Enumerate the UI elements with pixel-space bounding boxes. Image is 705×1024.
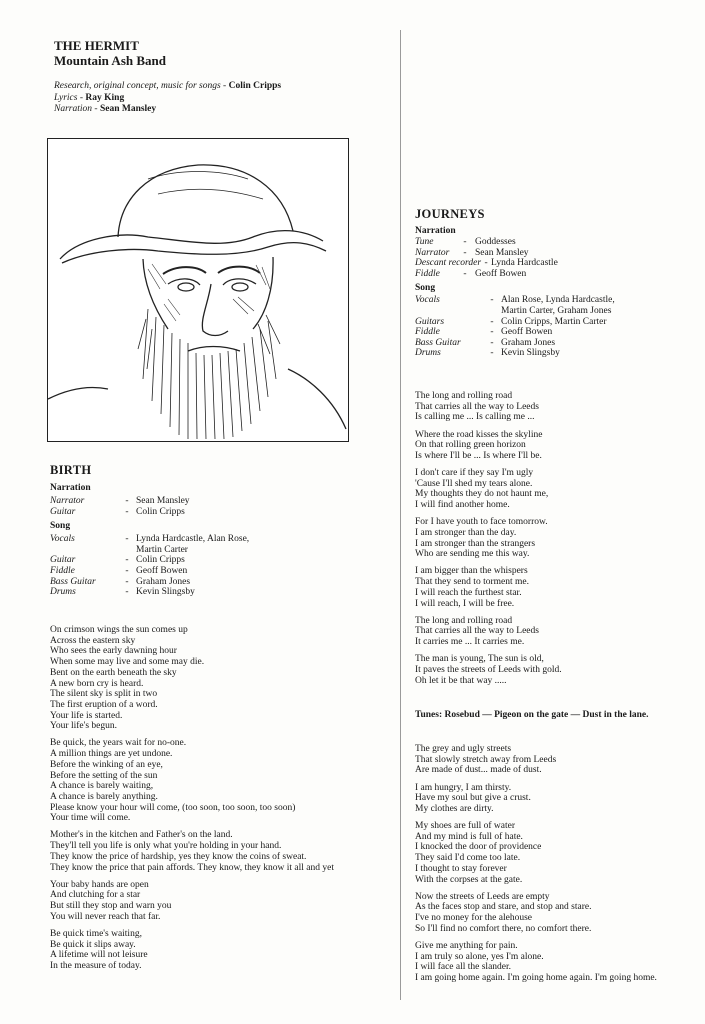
credit-row [50,507,190,518]
credit-name: Martin Carter, Graham Jones [501,305,612,316]
credit-role: Guitar [50,506,76,517]
credit-name: Sean Mansley [475,247,529,258]
lyric-line: So I'll find no comfort there, no comfort there. [415,923,592,934]
credit-line: Lyrics - Ray King [54,92,125,103]
tunes-line [415,710,648,721]
credit-sep: - [463,268,467,279]
credit-row [415,237,685,248]
lyric-stanza [50,880,334,923]
lyric-stanza [415,744,657,776]
credit-name: Alan Rose, Lynda Hardcastle, [501,295,615,306]
lyric-line: 'Cause I'll shed my tears alone. [415,478,533,489]
lyric-line: The grey and ugly streets [415,744,512,754]
credit-row [415,338,615,349]
lyric-line: Is calling me ... Is calling me ... [415,412,535,423]
hermit-portrait-icon [48,139,348,441]
credit-row [50,577,249,588]
lyric-line: A chance is barely anything. [50,791,158,802]
credit-name: Colin Cripps, Martin Carter [501,316,607,327]
lyric-stanza [415,783,657,815]
lyric-stanza [415,566,562,609]
lyric-line: I am going home again. I'm going home again. I'm going home. [415,972,657,983]
lyric-line: I am stronger than the day. [415,527,517,538]
credit-sep: - [125,496,129,506]
credit-name: Lynda Hardcastle [491,258,558,269]
credit-role: Drums [50,587,76,598]
lyric-line: You will never reach that far. [50,911,161,922]
lyric-line: Be quick, the years wait for no-one. [50,738,187,749]
lyric-stanza [415,517,562,560]
credit-name: Geoff Bowen [501,327,553,338]
column-divider [400,30,401,1000]
lyric-line: I don't care if they say I'm ugly [415,468,534,478]
lyric-line: Your time will come. [50,813,131,824]
credit-name: Martin Carter [136,544,188,555]
lyric-stanza [50,625,334,732]
lyric-line: Before the winking of an eye, [50,759,163,770]
lyric-line: My thoughts they do not haunt me, [415,489,549,500]
credit-name: Kevin Slingsby [501,348,560,359]
lyric-stanza [415,616,562,648]
lyric-stanza [415,468,562,511]
credit-role: Narrator [50,496,85,506]
hermit-illustration [47,138,349,442]
journeys-narration-label: Narration [415,226,456,236]
credit-row [50,545,249,556]
lyric-stanza [50,738,334,824]
lyric-line: On crimson wings the sun comes up [50,625,188,635]
lyric-line: I am hungry, I am thirsty. [415,782,512,793]
lyric-line: Mother's in the kitchen and Father's on the land. [50,830,233,841]
lyric-line: I thought to stay forever [415,863,507,874]
lyric-line: I will find another home. [415,500,510,511]
lyric-stanza [415,821,657,885]
lyric-line: I am bigger than the whispers [415,566,528,577]
credit-name: Ray King [85,92,125,103]
credit-row [50,534,249,545]
credit-sep: - [125,534,129,545]
lyric-line: They'll tell you life is only what you're holding in your hand. [50,841,282,852]
lyric-line: As the faces stop and stare, and stop and stare. [415,902,592,913]
credit-role: Research, original concept, music for songs [54,81,221,91]
credit-sep: - [490,316,494,327]
lyric-line: And my mind is full of hate. [415,831,523,842]
journeys-lyrics-2 [415,744,657,990]
lyric-line: Please know your hour will come, (too soon, too soon, too soon) [50,802,296,813]
lyric-line: In the measure of today. [50,960,142,971]
credit-role: Guitars [415,316,445,327]
lyric-line: That carries all the way to Leeds [415,626,539,637]
lyric-stanza [50,929,334,972]
journeys-song-label: Song [415,283,436,294]
lyric-line: Be quick time's waiting, [50,928,142,939]
credit-row [415,258,685,269]
lyric-line: I will reach the furthest star. [415,587,522,598]
credit-row [415,248,685,259]
credit-line: Research, original concept, music for songs - Colin Cripps [54,81,282,91]
credit-sep: - [490,295,494,306]
credit-role: Lyrics [54,92,78,103]
lyric-line: It carries me ... It carries me. [415,637,525,648]
lyric-line: For I have youth to face tomorrow. [415,517,548,528]
credit-role: Guitar [50,555,76,566]
credit-name: Colin Cripps [228,81,282,91]
lyric-line: A chance is barely waiting, [50,781,154,792]
lyric-line: I am stronger than the strangers [415,538,536,549]
credit-row [415,348,615,359]
credit-row [50,587,249,598]
credit-sep [118,545,136,556]
journeys-lyrics [415,391,562,693]
credit-role: Vocals [50,534,75,545]
lyric-line: Your life is started. [50,710,123,721]
credit-sep: - [125,506,129,517]
credit-role: Bass Guitar [415,337,461,348]
credit-name: Sean Mansley [99,104,157,114]
lyric-line: Give me anything for pain. [415,940,518,951]
lyric-line: I knocked the door of providence [415,842,542,853]
lyric-line: Is where I'll be ... Is where I'll be. [415,450,542,461]
lyric-line: The man is young, The sun is old, [415,654,544,665]
lyric-line: Oh let it be that way ..... [415,675,507,686]
birth-narration-label: Narration [50,483,91,493]
lyric-line: When some may live and some may die. [50,657,205,668]
credit-role: Fiddle [50,565,75,576]
credit-name: Colin Cripps [136,555,185,566]
credit-name: Colin Cripps [136,506,185,517]
credit-sep: - [490,327,494,338]
lyric-line: Who sees the early dawning hour [50,646,177,657]
credit-role: Narration [54,104,93,114]
lyric-line: And clutching for a star [50,890,141,901]
credit-name: Kevin Slingsby [136,587,195,598]
credit-sep [483,306,501,317]
credit-name: Geoff Bowen [136,565,188,576]
lyric-stanza [415,892,657,935]
lyric-line: I am truly so alone, yes I'm alone. [415,951,544,962]
credit-sep: - [463,247,467,258]
lyric-line: The silent sky is split in two [50,689,158,700]
tunes-label: Tunes: [415,710,443,720]
lyric-line: But still they stop and warn you [50,901,172,912]
lyric-line: That they send to torment me. [415,577,529,588]
credit-name: Goddesses [475,237,516,247]
credit-sep: - [125,565,129,576]
birth-lyrics [50,625,334,978]
credit-role: Descant recorder [415,258,482,269]
birth-narration-credits [50,496,190,517]
lyric-line: Have my soul but give a crust. [415,793,531,804]
credit-sep: - [125,587,129,598]
lyric-line: My clothes are dirty. [415,803,494,814]
credit-sep: - [463,237,467,247]
credit-name: Geoff Bowen [475,268,527,279]
birth-song-label: Song [50,521,71,532]
journeys-narration-credits [415,237,685,279]
credit-role [50,545,118,556]
lyric-line: Your life's begun. [50,721,117,732]
lyric-line: On that rolling green horizon [415,440,526,451]
journeys-heading: JOURNEYS [415,207,485,221]
credit-row [415,295,615,306]
credit-role: Bass Guitar [50,576,96,587]
credit-name: Graham Jones [136,576,191,587]
lyric-line: Are made of dust... made of dust. [415,765,542,776]
credit-role: Narrator [415,247,450,258]
credit-row [415,317,615,328]
lyric-line: The first eruption of a word. [50,699,158,710]
credits-block [54,81,281,116]
lyric-line: They know the price of hardship, yes they know the coins of sweat. [50,851,307,862]
lyric-line: Who are sending me this way. [415,549,530,560]
credit-name: Lynda Hardcastle, Alan Rose, [136,534,250,545]
lyric-line: It paves the streets of Leeds with gold. [415,664,562,675]
lyric-line: With the corpses at the gate. [415,874,523,885]
lyric-line: I will face all the slander. [415,962,512,973]
lyric-line: Now the streets of Leeds are empty [415,891,550,902]
lyric-line: I've no money for the alehouse [415,913,532,924]
lyric-line: Before the setting of the sun [50,770,158,781]
lyric-stanza [415,654,562,686]
lyric-line: A new born cry is heard. [50,678,144,689]
lyric-line: Be quick it slips away. [50,939,136,950]
credit-line: Narration - Sean Mansley [54,104,157,114]
credit-name: Graham Jones [501,337,556,348]
lyric-stanza [415,941,657,984]
lyric-line: Where the road kisses the skyline [415,429,543,440]
credit-row [415,327,615,338]
credit-sep: - [125,555,129,566]
credit-row [50,566,249,577]
lyric-line: That slowly stretch away from Leeds [415,754,557,765]
credit-sep: - [125,576,129,587]
lyric-line: They said I'd come too late. [415,853,521,864]
lyric-stanza [415,391,562,423]
header-block [54,38,166,68]
credit-sep: - [484,258,488,269]
band-name: Mountain Ash Band [54,53,166,68]
lyric-line: My shoes are full of water [415,821,515,831]
journeys-section [415,207,685,359]
credit-name: Sean Mansley [136,496,190,506]
lyric-line: That carries all the way to Leeds [415,401,539,412]
lyric-stanza [415,430,562,462]
journeys-song-credits [415,295,615,359]
page-title: THE HERMIT [54,38,139,53]
lyric-line: They know the price that pain affords. They know, they know it all and yet [50,862,334,873]
credit-role: Fiddle [415,268,440,279]
credit-row [50,555,249,566]
credit-row [415,269,685,280]
birth-section [50,463,390,598]
birth-heading: BIRTH [50,463,92,477]
credit-role: Fiddle [415,327,440,338]
lyric-line: Your baby hands are open [50,879,149,890]
credit-role: Vocals [415,295,440,306]
credit-row [50,496,190,507]
lyric-line: I will reach, I will be free. [415,598,515,609]
lyric-line: A lifetime will not leisure [50,950,148,961]
credit-role [415,306,483,317]
lyric-line: The long and rolling road [415,391,513,401]
birth-song-credits [50,534,249,598]
lyric-stanza [50,830,334,873]
lyric-line: A million things are yet undone. [50,749,173,760]
tunes-text: Rosebud — Pigeon on the gate — Dust in the lane. [444,710,649,720]
credit-role: Tune [415,237,434,247]
lyric-line: Across the eastern sky [50,635,136,646]
credit-role: Drums [415,348,441,359]
credit-row [415,306,615,317]
credit-sep: - [490,348,494,359]
lyric-line: The long and rolling road [415,615,513,626]
credit-sep: - [490,337,494,348]
lyric-line: Bent on the earth beneath the sky [50,667,177,678]
